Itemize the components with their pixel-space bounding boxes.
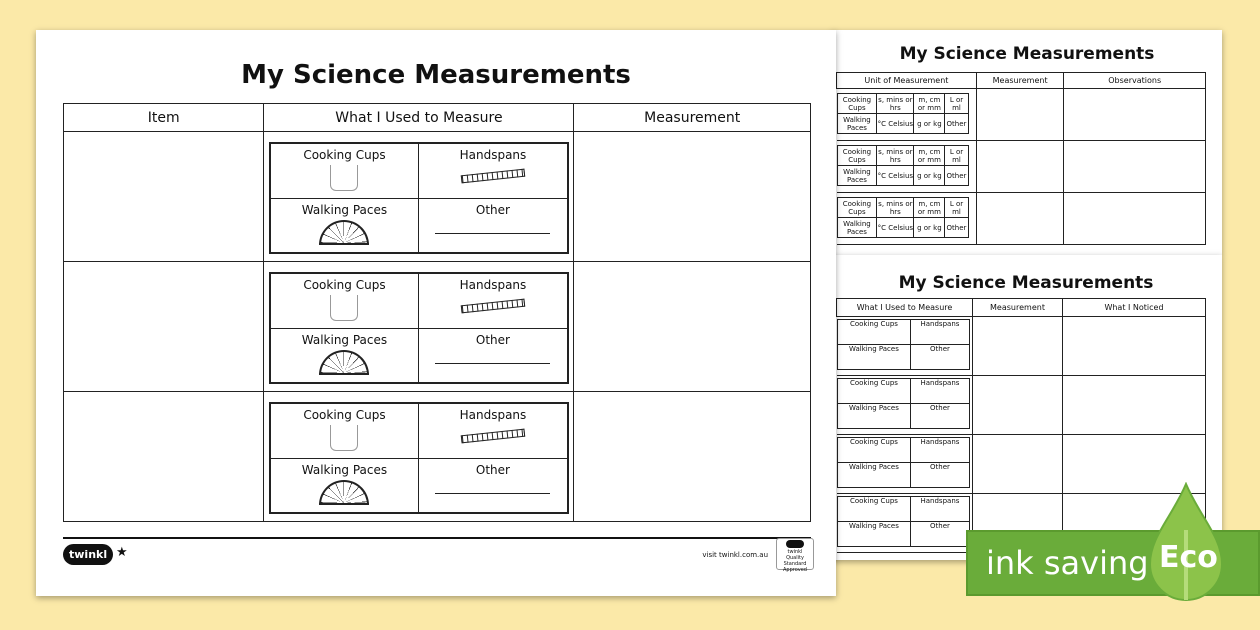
tool-option: Handspans xyxy=(911,438,969,463)
measurement-cell[interactable] xyxy=(574,132,811,262)
tool-option: Cooking Cups xyxy=(837,320,911,345)
tool-option: Cooking Cups xyxy=(837,438,911,463)
column-header: Measurement xyxy=(574,104,811,132)
tool-label: Handspans xyxy=(459,278,527,292)
measure-tool-cell xyxy=(264,392,574,522)
tool-option[interactable] xyxy=(418,198,568,253)
protractor-icon xyxy=(319,220,369,245)
tool-option: Walking Paces xyxy=(837,522,911,547)
main-worksheet xyxy=(36,30,836,596)
tool-option[interactable] xyxy=(418,273,568,328)
unit-option: s, mins or hrs xyxy=(878,95,913,112)
table-row xyxy=(64,262,811,392)
unit-option: Other xyxy=(945,114,968,134)
measurement-cell[interactable] xyxy=(574,392,811,522)
tool-option: Cooking Cups xyxy=(837,379,911,404)
ruler-icon xyxy=(461,169,525,184)
measure-tool-cell xyxy=(264,262,574,392)
column-header: Observations xyxy=(1064,73,1206,89)
website-link[interactable]: visit twinkl.com.au xyxy=(702,551,768,559)
unit-option: Cooking Cups xyxy=(837,146,877,166)
unit-options xyxy=(837,93,969,134)
answer-line[interactable] xyxy=(435,233,550,234)
measurement-cell[interactable] xyxy=(574,262,811,392)
unit-option: s, mins or hrs xyxy=(878,147,913,164)
unit-option: Other xyxy=(945,166,968,186)
table-row xyxy=(837,317,1206,376)
tool-label: Handspans xyxy=(459,408,527,422)
quality-badge-text: twinkl Quality Standard Approved xyxy=(783,549,807,573)
unit-option: L or ml xyxy=(945,198,968,218)
unit-options xyxy=(837,145,969,186)
unit-option: °C Celsius xyxy=(877,218,914,238)
answer-line[interactable] xyxy=(435,363,550,364)
table-row xyxy=(837,376,1206,435)
table-row xyxy=(64,132,811,262)
tool-label: Cooking Cups xyxy=(303,148,386,162)
tool-options xyxy=(269,272,569,384)
measuring-cup-icon xyxy=(330,165,358,191)
unit-option: °C Celsius xyxy=(877,114,914,134)
tool-option: Cooking Cups xyxy=(837,497,911,522)
preview-table xyxy=(836,72,1206,245)
tool-option[interactable] xyxy=(270,143,419,198)
table-row xyxy=(837,141,1206,193)
tool-option[interactable] xyxy=(270,403,419,458)
column-header: Measurement xyxy=(973,299,1063,317)
column-header: What I Used to Measure xyxy=(264,104,574,132)
unit-option: g or kg xyxy=(914,218,945,238)
unit-option: g or kg xyxy=(914,166,945,186)
unit-option: L or ml xyxy=(945,146,968,166)
unit-option: L or ml xyxy=(945,94,968,114)
preview-sheet-observations xyxy=(832,30,1222,255)
table-row xyxy=(837,193,1206,245)
column-header: Item xyxy=(64,104,264,132)
unit-option: Walking Paces xyxy=(837,218,877,238)
item-cell[interactable] xyxy=(64,392,264,522)
tool-option[interactable] xyxy=(418,328,568,383)
twinkl-logo xyxy=(63,544,113,565)
answer-line[interactable] xyxy=(435,493,550,494)
tool-options xyxy=(837,319,970,370)
measuring-cup-icon xyxy=(330,425,358,451)
column-header: Measurement xyxy=(976,73,1064,89)
tool-option: Other xyxy=(911,463,969,488)
star-icon: ★ xyxy=(116,545,128,560)
tool-label: Handspans xyxy=(459,148,527,162)
tool-option[interactable] xyxy=(418,143,568,198)
protractor-icon xyxy=(319,350,369,375)
quality-badge-icon xyxy=(776,538,814,573)
tool-option: Other xyxy=(911,345,969,370)
unit-option: Cooking Cups xyxy=(837,94,877,114)
unit-option: Walking Paces xyxy=(837,166,877,186)
tool-option: Other xyxy=(911,404,969,429)
tool-label: Cooking Cups xyxy=(303,408,386,422)
protractor-icon xyxy=(319,480,369,505)
tool-option: Walking Paces xyxy=(837,404,911,429)
tool-option[interactable] xyxy=(270,328,419,383)
unit-options xyxy=(837,197,969,238)
unit-option: °C Celsius xyxy=(877,166,914,186)
tool-option[interactable] xyxy=(418,403,568,458)
tool-options xyxy=(837,378,970,429)
ink-saving-text: ink saving xyxy=(986,544,1149,582)
tool-options xyxy=(269,402,569,514)
tool-options xyxy=(837,496,970,547)
tool-option[interactable] xyxy=(270,458,419,513)
unit-option: Other xyxy=(945,218,968,238)
ruler-icon xyxy=(461,429,525,444)
unit-option: g or kg xyxy=(914,114,945,134)
unit-option: Cooking Cups xyxy=(837,198,877,218)
table-row xyxy=(64,392,811,522)
tool-label: Other xyxy=(475,462,510,477)
tool-options xyxy=(269,142,569,254)
eco-label: Eco xyxy=(1159,540,1218,575)
column-header: What I Noticed xyxy=(1063,299,1206,317)
tool-option[interactable] xyxy=(270,273,419,328)
unit-option: s, mins or hrs xyxy=(878,199,913,216)
tool-label: Walking Paces xyxy=(301,202,388,217)
tool-label: Walking Paces xyxy=(301,332,388,347)
tool-label: Walking Paces xyxy=(301,462,388,477)
tool-options xyxy=(837,437,970,488)
page-title: My Science Measurements xyxy=(241,60,631,90)
tool-option: Handspans xyxy=(911,320,969,345)
unit-option: m, cm or mm xyxy=(914,198,945,218)
logo-text: twinkl xyxy=(69,548,108,561)
item-cell[interactable] xyxy=(64,262,264,392)
tool-label: Cooking Cups xyxy=(303,278,386,292)
tool-option[interactable] xyxy=(270,198,419,253)
tool-option: Other xyxy=(911,522,969,547)
tool-option: Handspans xyxy=(911,379,969,404)
tool-option: Handspans xyxy=(911,497,969,522)
preview-title: My Science Measurements xyxy=(899,44,1155,64)
unit-option: m, cm or mm xyxy=(914,94,945,114)
unit-option: m, cm or mm xyxy=(914,146,945,166)
item-cell[interactable] xyxy=(64,132,264,262)
header-row xyxy=(64,104,811,132)
footer-rule xyxy=(63,537,811,539)
preview-title: My Science Measurements xyxy=(898,273,1154,293)
ruler-icon xyxy=(461,299,525,314)
tool-option[interactable] xyxy=(418,458,568,513)
measurement-table xyxy=(63,103,811,522)
measuring-cup-icon xyxy=(330,295,358,321)
unit-option: Walking Paces xyxy=(837,114,877,134)
tool-label: Other xyxy=(475,332,510,347)
column-header: What I Used to Measure xyxy=(837,299,973,317)
tool-option: Walking Paces xyxy=(837,345,911,370)
column-header: Unit of Measurement xyxy=(837,73,977,89)
tool-option: Walking Paces xyxy=(837,463,911,488)
table-row xyxy=(837,89,1206,141)
tool-label: Other xyxy=(475,202,510,217)
measure-tool-cell xyxy=(264,132,574,262)
